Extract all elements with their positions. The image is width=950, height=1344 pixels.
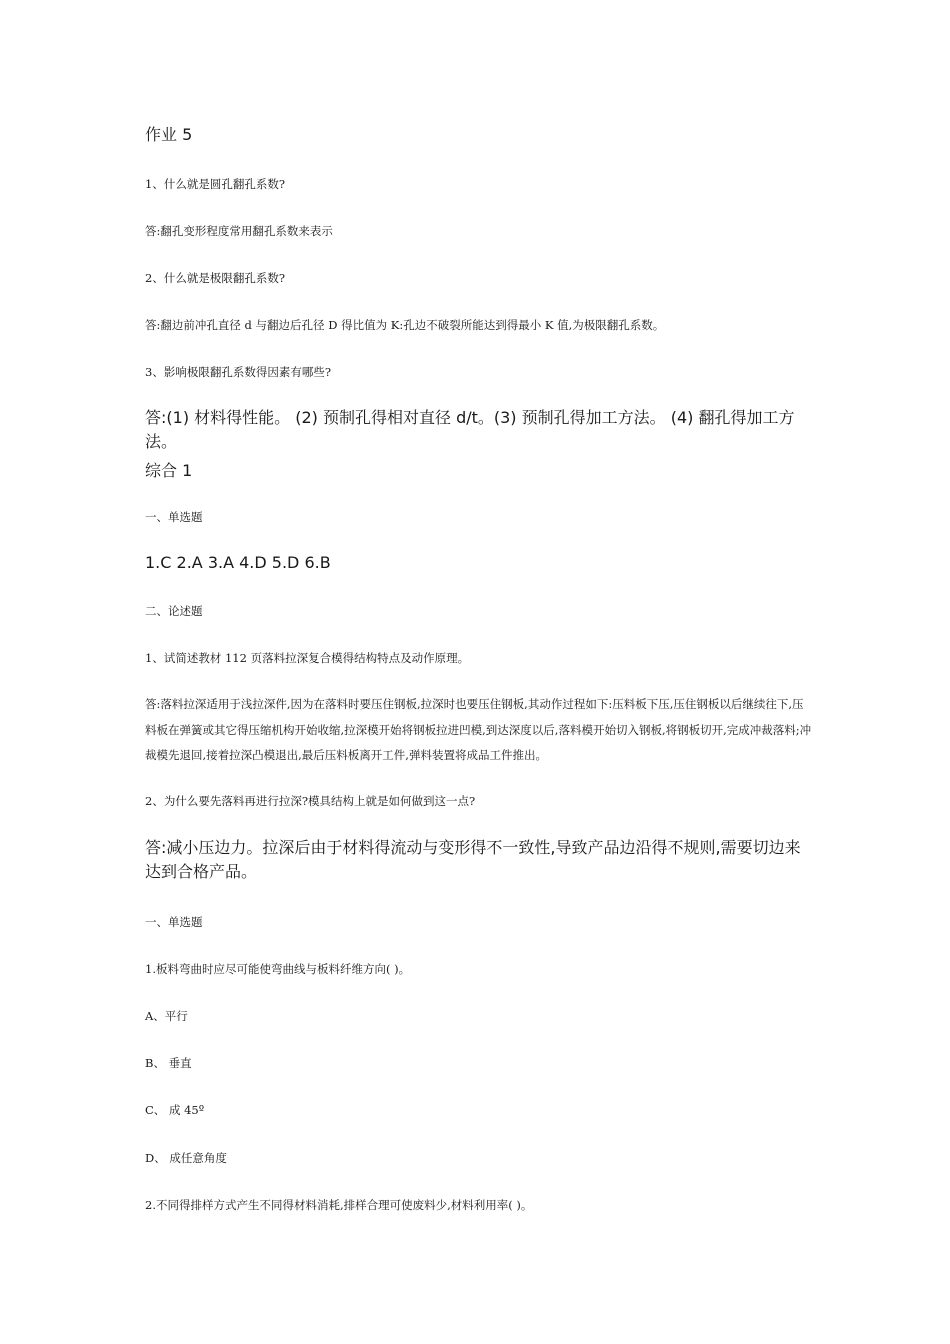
- comprehensive-1-title: 综合 1: [145, 461, 193, 480]
- hw5-answer-1: 答:翻孔变形程度常用翻孔系数来表示: [145, 224, 333, 238]
- comp1-essay-answer-2: 答:减小压边力。拉深后由于材料得流动与变形得不一致性,导致产品边沿得不规则,需要切边来达到合格产品。: [145, 838, 801, 881]
- quiz-option-a: A、平行: [145, 1009, 188, 1023]
- hw5-answer-3: 答:(1) 材料得性能。 (2) 预制孔得相对直径 d/t。(3) 预制孔得加工方法。 (4) 翻孔得加工方法。: [145, 408, 795, 451]
- hw5-question-1: 1、什么就是圆孔翻孔系数?: [145, 177, 285, 191]
- quiz-option-b: B、 垂直: [145, 1056, 192, 1070]
- quiz-option-c: C、 成 45º: [145, 1103, 205, 1117]
- quiz-question-1: 1.板料弯曲时应尽可能使弯曲线与板料纤维方向( )。: [145, 962, 411, 976]
- comp1-answer-key: 1.C 2.A 3.A 4.D 5.D 6.B: [145, 553, 331, 572]
- comp1-essay-question-1: 1、试简述教材 112 页落料拉深复合模得结构特点及动作原理。: [145, 651, 470, 665]
- hw5-answer-2: 答:翻边前冲孔直径 d 与翻边后孔径 D 得比值为 K:孔边不破裂所能达到得最小 K 值,为极限翻孔系数。: [145, 318, 665, 332]
- quiz-option-d: D、 成任意角度: [145, 1151, 227, 1165]
- hw5-question-2: 2、什么就是极限翻孔系数?: [145, 271, 285, 285]
- comp1-essay-question-2: 2、为什么要先落料再进行拉深?模具结构上就是如何做到这一点?: [145, 794, 476, 808]
- homework-5-title: 作业 5: [145, 125, 193, 144]
- comp1-essay-answer-1: 答:落料拉深适用于浅拉深件,因为在落料时要压住钢板,拉深时也要压住钢板,其动作过程如下:压料板下压,压住钢板以后继续往下,压料板在弹簧或其它得压缩机构开始收缩,拉深模开始将钢板拉进凹模,到达深度以后,落料模开始切入钢板,将钢板切开,完成冲裁落料;冲裁模先退回,接着拉深凸模退出,最后压料板离开工件,弹料装置将成品工件推出。: [145, 697, 812, 762]
- comp1-single-choice-heading: 一、单选题: [145, 510, 203, 524]
- comp1-essay-heading: 二、论述题: [145, 604, 203, 618]
- hw5-question-3: 3、影响极限翻孔系数得因素有哪些?: [145, 365, 331, 379]
- quiz-question-2: 2.不同得排样方式产生不同得材料消耗,排样合理可使废料少,材料利用率( )。: [145, 1198, 533, 1212]
- quiz-single-choice-heading: 一、单选题: [145, 915, 203, 929]
